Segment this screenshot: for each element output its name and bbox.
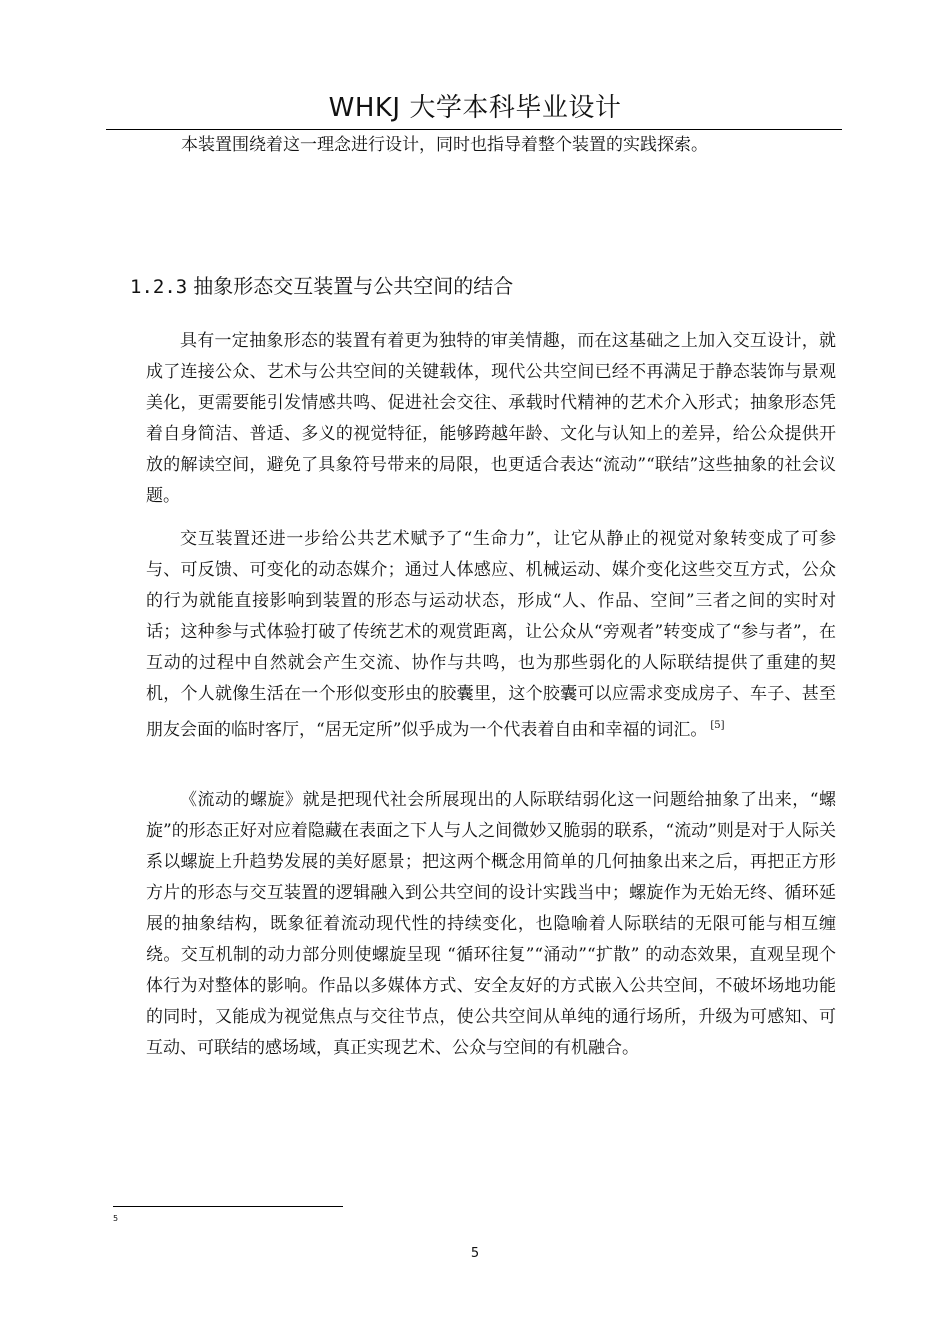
paragraph-text: 交互装置还进一步给公共艺术赋予了“生命力”，让它从静止的视觉对象转变成了可参与、可反馈、可变化的动态媒介；通过人体感应、机械运动、媒介变化这些交互方式，公众的行为就能直接影响到装置的形态与运动状态，形成“人、作品、空间”三者之间的实时对话；这种参与式体验打破了传统艺术的观赏距离，让公众从“旁观者”转变成了“参与者”，在互动的过程中自然就会产生交流、协作与共鸣，也为那些弱化的人际联结提供了重建的契机，个人就像生活在一个形似变形虫的胶囊里，这个胶囊可以应需求变成房子、车子、甚至朋友会面的临时客厅，“居无定所”似乎成为一个代表着自由和幸福的词汇。 bbox=[146, 529, 836, 740]
section-heading bbox=[130, 273, 513, 300]
paragraph-text: 《流动的螺旋》就是把现代社会所展现出的人际联结弱化这一问题给抽象了出来，“螺旋”的形态正好对应着隐藏在表面之下人与人之间微妙又脆弱的联系，“流动”则是对于人际关系以螺旋上升趋势发展的美好愿景；把这两个概念用简单的几何抽象出来之后，再把正方形方片的形态与交互装置的逻辑融入到公共空间的设计实践当中；螺旋作为无始无终、循环延展的抽象结构，既象征着流动现代性的持续变化，也隐喻着人际联结的无限可能与相互缠绕。交互机制的动力部分则使螺旋呈现 “循环往复”“涌动”“扩散” 的动态效果，直观呈现个体行为对整体的影响。作品以多媒体方式、安全友好的方式嵌入公共空间，不破坏场地功能的同时，又能成为视觉焦点与交往节点，使公共空间从单纯的通行场所，升级为可感知、可互动、可联结的感场域，真正实现艺术、公众与空间的有机融合。 bbox=[146, 790, 836, 1058]
paragraph-text: 具有一定抽象形态的装置有着更为独特的审美情趣，而在这基础之上加入交互设计，就成了连接公众、艺术与公共空间的关键载体，现代公共空间已经不再满足于静态装饰与景观美化，更需要能引发情感共鸣、促进社会交往、承载时代精神的艺术介入形式；抽象形态凭着自身简洁、普适、多义的视觉特征，能够跨越年龄、文化与认知上的差异，给公众提供开放的解读空间，避免了具象符号带来的局限，也更适合表达“流动”“联结”这些抽象的社会议题。 bbox=[146, 331, 836, 506]
body-paragraph bbox=[146, 326, 836, 512]
citation-mark: [5] bbox=[710, 720, 725, 731]
section-title: 抽象形态交互装置与公共空间的结合 bbox=[193, 274, 514, 298]
page-header-title: WHKJ 大学本科毕业设计 bbox=[328, 93, 622, 123]
continuation-text: 本装置围绕着这一理念进行设计，同时也指导着整个装置的实践探索。 bbox=[181, 135, 708, 155]
body-paragraph bbox=[146, 524, 836, 746]
footnote-rule bbox=[113, 1206, 343, 1207]
header-rule bbox=[106, 129, 842, 130]
section-number: 1.2.3 bbox=[130, 276, 188, 298]
page-number: 5 bbox=[470, 1246, 480, 1261]
footnote-marker: 5 bbox=[113, 1214, 119, 1223]
body-paragraph bbox=[146, 785, 836, 1064]
